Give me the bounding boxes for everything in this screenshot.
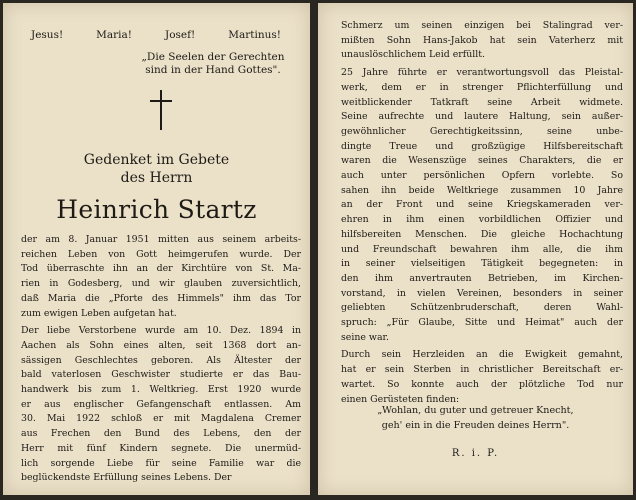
text-line: unauslöschlichem Leid erfüllt.: [341, 49, 485, 61]
heading-line: des Herrn: [120, 170, 193, 186]
text-line: und Freundschaft bewahren ihm alle, die ihm: [341, 243, 623, 255]
text-line: aus Frechen den Bund des Lebens, den der: [21, 428, 301, 440]
text-line: einen Gerüsteten finden:: [341, 393, 460, 405]
text-line: spruch: „Für Glaube, Sitte und Heimat" auch der: [341, 317, 623, 329]
text-line: in seiner vielseitigen Tätigkeit begegneten: in: [341, 258, 623, 270]
scripture-quote: [133, 51, 293, 77]
text-line: vorstand, in vielen Vereinen, besonders in seiner: [341, 287, 623, 299]
text-line: handwerk bis zum 1. Weltkrieg. Erst 1920 wurde: [21, 384, 301, 396]
text-line: Schmerz um seinen einzigen bei Stalingrad ver-: [341, 20, 623, 31]
quote-line: „Die Seelen der Gerechten: [141, 51, 285, 63]
text-line: geliebten Schützenbruderschaft, deren Wahl-: [341, 302, 623, 314]
text-line: 30. Mai 1922 schloß er mit Magdalena Cremer: [21, 413, 301, 425]
text-line: ehren in ihm einen vorbildlichen Offizier und: [341, 214, 623, 226]
text-line: waren die Wesenszüge seines Charakters, die er: [341, 155, 623, 167]
text-line: Seine aufrechte und lautere Haltung, sein außer-: [341, 111, 623, 123]
paragraph: [341, 348, 623, 407]
text-line: an der Front und seine Kriegskameraden ver-: [341, 199, 623, 211]
text-line: lich sorgende Liebe für seine Familie war die: [21, 457, 301, 469]
text-line: sahen ihn beide Weltkriege zusammen 10 Jahre: [341, 184, 623, 196]
text-line: mißten Sohn Hans-Jakob hat sein Vaterherz mit: [341, 34, 623, 46]
right-card-panel: [318, 3, 633, 495]
text-line: beglückendste Erfüllung seines Lebens. Der: [21, 472, 232, 484]
closing-quote: [318, 403, 633, 433]
prayer-heading: [3, 151, 310, 187]
text-line: er aus englischer Gefangenschaft entlassen. Am: [21, 398, 301, 410]
text-line: hilfsbereiten Menschen. Die gleiche Hochachtung: [341, 228, 623, 240]
text-line: werk, dem er in strenger Pflichterfüllung und: [341, 81, 623, 93]
text-line: daß Maria die „Pforte des Himmels" ihm das Tor: [21, 292, 301, 304]
paragraph: [21, 233, 301, 321]
paragraph: [21, 324, 301, 486]
biography-text-right: [341, 19, 623, 410]
holy-names: [31, 29, 281, 41]
text-line: wartet. So konnte auch der plötzliche Tod nur: [341, 378, 623, 390]
text-line: weitblickender Tatkraft seine Arbeit widmete.: [341, 96, 623, 108]
biography-text-left: [21, 233, 301, 489]
text-line: seine war.: [341, 331, 389, 343]
text-line: bald vaterlosen Geschwister studierte er das Bau-: [21, 369, 301, 381]
left-card-panel: [3, 3, 310, 495]
holy-name: Maria!: [96, 29, 133, 41]
text-line: Durch sein Herzleiden an die Ewigkeit gemahnt,: [341, 349, 623, 361]
holy-name: Jesus!: [31, 29, 64, 41]
text-line: reichen Leben von Gott heimgerufen wurde. Der: [21, 248, 301, 260]
holy-name: Martinus!: [228, 29, 281, 41]
quote-line: „Wohlan, du guter und getreuer Knecht,: [377, 405, 574, 416]
text-line: Herr mit fünf Kindern segnete. Die unermüd-: [21, 442, 301, 454]
text-line: auch unter persönlichen Opfern vorlebte. So: [341, 170, 623, 182]
text-line: 25 Jahre führte er verantwortungsvoll das Pleistal-: [341, 67, 623, 79]
text-line: Der liebe Verstorbene wurde am 10. Dez. 1894 in: [21, 325, 301, 337]
heading-line: Gedenket im Gebete: [83, 152, 230, 168]
text-line: dingte Treue und großzügige Hilfsbereitschaft: [341, 140, 623, 152]
paragraph: [341, 66, 623, 345]
text-line: der am 8. Januar 1951 mitten aus seinem arbeits-: [21, 234, 301, 245]
text-line: Aachen als Sohn eines alten, seit 1368 dort an-: [21, 339, 301, 351]
quote-line: geh' ein in die Freuden deines Herrn".: [381, 420, 570, 431]
rip-text: R. i. P.: [451, 448, 500, 459]
text-line: rien in Godesberg, und wir glauben zuversichtlich,: [21, 278, 301, 290]
text-line: Tod überraschte ihn an der Kirchtüre von St. Ma-: [21, 263, 301, 275]
text-line: hat er sein Sterben in christlicher Bereitschaft er-: [341, 364, 623, 376]
text-line: zum ewigen Leben aufgetan hat.: [21, 307, 177, 319]
text-line: gewöhnlicher Gerechtigkeitssinn, seine unbe-: [341, 125, 623, 137]
text-line: sässigen Geschlechtes geboren. Als Ältester der: [21, 354, 301, 366]
cross-icon: [148, 90, 174, 130]
quote-line: sind in der Hand Gottes".: [145, 64, 281, 76]
paragraph: [341, 19, 623, 63]
deceased-name: Heinrich Startz: [56, 195, 257, 224]
holy-name: Josef!: [165, 29, 196, 41]
text-line: den ihm anvertrauten Betrieben, im Kirchen-: [341, 272, 623, 284]
